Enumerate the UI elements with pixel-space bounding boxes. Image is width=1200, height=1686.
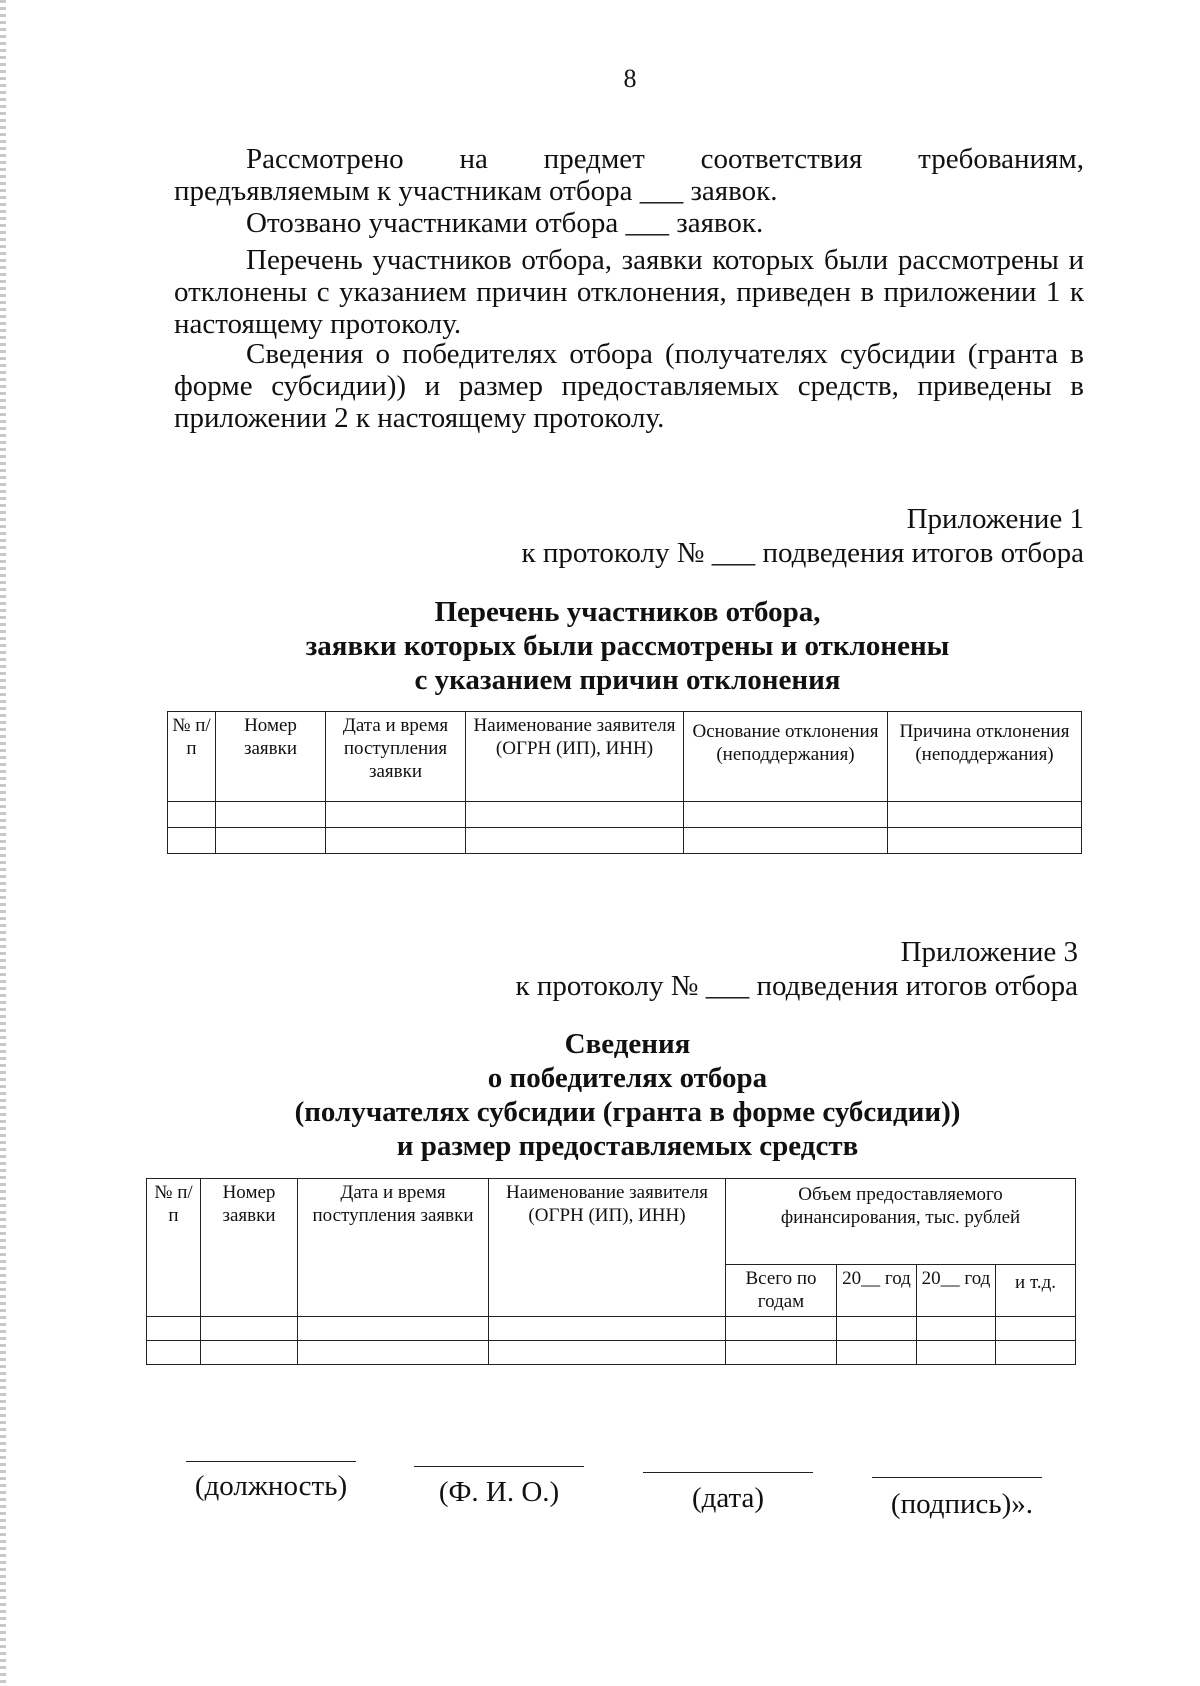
header-cell: Номер заявки [201, 1179, 298, 1317]
appendix1-title-line: Перечень участников отбора, [434, 596, 821, 628]
table-cell [917, 1341, 996, 1365]
table-cell [168, 828, 216, 854]
table-cell [216, 802, 326, 828]
table-header-row [168, 712, 1082, 802]
header-cell: № п/п [168, 712, 216, 802]
appendix3-title-line: и размер предоставляемых средств [396, 1130, 859, 1162]
header-cell: Наименование заявителя (ОГРН (ИП), ИНН) [466, 712, 684, 802]
table-row [168, 802, 1082, 828]
table-row [168, 828, 1082, 854]
table-cell [489, 1341, 726, 1365]
signature-label-sign: (подпись)». [890, 1488, 1034, 1520]
paragraph-reviewed: Рассмотрено на предмет соответствия требованиям, предъявляемым к участникам отбора ___ заявок. [174, 143, 1084, 207]
signature-label-date: (дата) [691, 1482, 765, 1514]
signature-line-name [414, 1466, 584, 1467]
table-cell [201, 1317, 298, 1341]
header-cell: Основание отклонения (неподдержания) [684, 712, 888, 802]
appendix1-label: Приложение 1 [906, 503, 1084, 535]
appendix3-label: Приложение 3 [900, 936, 1078, 968]
table-cell [216, 828, 326, 854]
header-cell: Причина отклонения (неподдержания) [888, 712, 1082, 802]
table-cell [917, 1317, 996, 1341]
table-cell [726, 1341, 837, 1365]
signature-line-date [643, 1472, 813, 1473]
signature-line-sign [872, 1477, 1042, 1478]
appendix1-title-line: с указанием причин отклонения [414, 664, 841, 696]
table-cell [996, 1341, 1076, 1365]
table-cell [298, 1317, 489, 1341]
table-header-row [147, 1179, 1076, 1265]
header-cell: Номер заявки [216, 712, 326, 802]
header-cell: № п/п [147, 1179, 201, 1317]
paragraph-winners: Сведения о победителях отбора (получателях субсидии (гранта в форме субсидии)) и размер предоставляемых средств, приведены в приложении 2 к настоящему протоколу. [174, 338, 1084, 434]
subheader-cell: и т.д. [996, 1265, 1076, 1317]
table-cell [147, 1317, 201, 1341]
paragraph-withdrawn: Отозвано участниками отбора ___ заявок. [246, 207, 764, 239]
table-cell [684, 828, 888, 854]
table-cell [726, 1317, 837, 1341]
table-cell [888, 802, 1082, 828]
table-row [147, 1341, 1076, 1365]
signature-label-name: (Ф. И. О.) [438, 1476, 560, 1508]
appendix1-ref: к протоколу № ___ подведения итогов отбора [521, 537, 1084, 569]
table-cell [684, 802, 888, 828]
header-cell: Дата и время поступления заявки [298, 1179, 489, 1317]
header-cell: Дата и время поступления заявки [326, 712, 466, 802]
appendix1-header [522, 502, 1084, 570]
appendix1-title-line: заявки которых были рассмотрены и отклонены [305, 630, 950, 662]
table-cell [326, 802, 466, 828]
table-cell [996, 1317, 1076, 1341]
table-cell [326, 828, 466, 854]
appendix3-title [0, 1027, 1200, 1163]
appendix1-title [0, 595, 1200, 697]
table-cell [298, 1341, 489, 1365]
appendix3-ref: к протоколу № ___ подведения итогов отбора [515, 970, 1078, 1002]
scan-edge [0, 0, 6, 1686]
header-cell-financing: Объем предоставляемого финансирования, тыс. рублей [726, 1179, 1076, 1265]
table-cell [837, 1341, 917, 1365]
table-cell [837, 1317, 917, 1341]
subheader-cell: 20__ год [837, 1265, 917, 1317]
appendix3-title-line: о победителях отбора [487, 1062, 768, 1094]
header-cell: Наименование заявителя (ОГРН (ИП), ИНН) [489, 1179, 726, 1317]
table-cell [466, 828, 684, 854]
paragraph-rejected-list: Перечень участников отбора, заявки которых были рассмотрены и отклонены с указанием причин отклонения, приведен в приложении 1 к настоящему протоколу. [174, 244, 1084, 340]
appendix1-table [167, 711, 1082, 854]
table-row [147, 1317, 1076, 1341]
table-cell [888, 828, 1082, 854]
table-cell [201, 1341, 298, 1365]
table-cell [466, 802, 684, 828]
appendix3-header [516, 935, 1078, 1003]
appendix3-table [146, 1178, 1076, 1365]
subheader-cell: 20__ год [917, 1265, 996, 1317]
appendix3-title-line: Сведения [564, 1028, 691, 1060]
table-cell [489, 1317, 726, 1341]
appendix3-title-line: (получателях субсидии (гранта в форме субсидии)) [294, 1096, 961, 1128]
subheader-cell: Всего по годам [726, 1265, 837, 1317]
signature-label-position: (должность) [194, 1470, 348, 1502]
page-number: 8 [623, 64, 637, 93]
table-cell [147, 1341, 201, 1365]
table-cell [168, 802, 216, 828]
signature-line-position [186, 1461, 356, 1462]
